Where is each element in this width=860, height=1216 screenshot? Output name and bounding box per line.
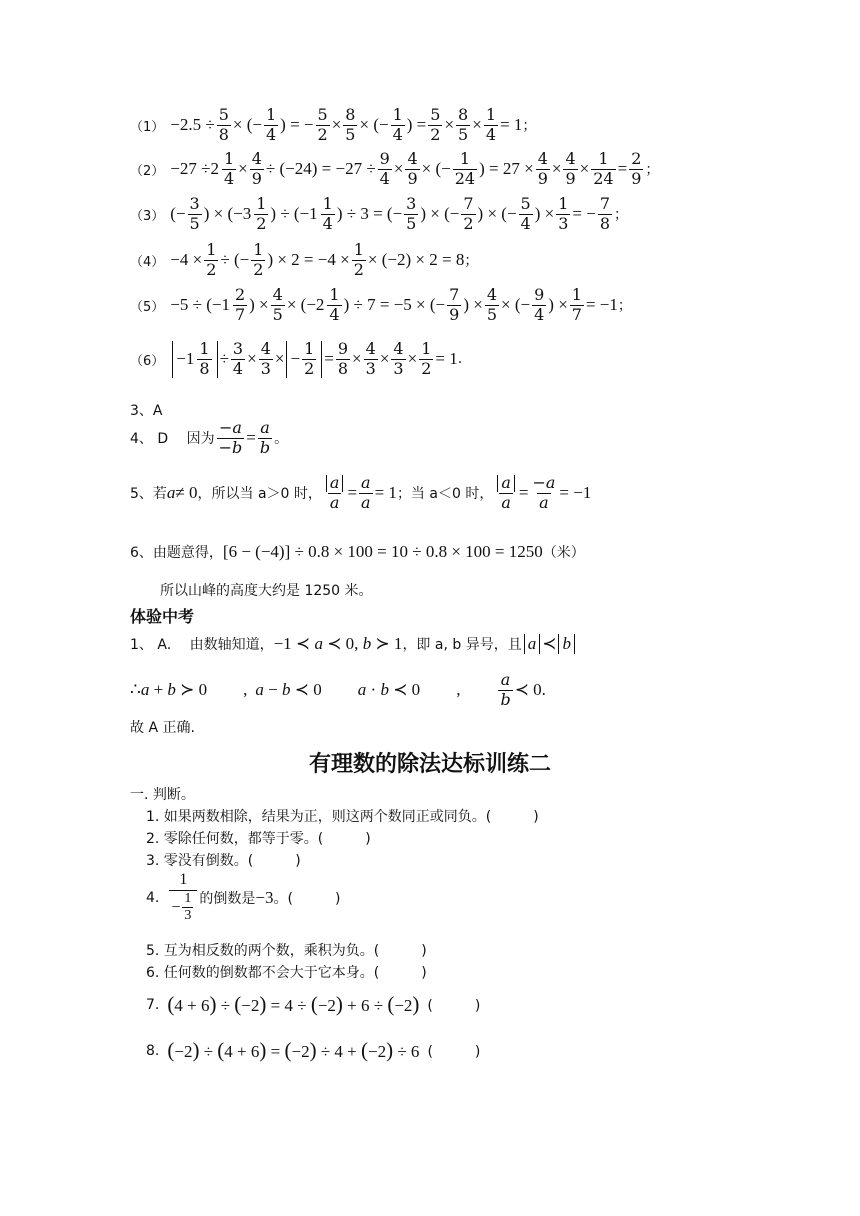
item-label: （5） [130,299,165,315]
solution-line-1: （1） −2.5 ÷ $\frac{5}{8}$ × (− $\frac{1}{4}$ ) = − $\frac{5}{2}$ × $\frac{8}{5}$ × (− $\frac{1}{4}$ ) = $\frac{5}{2}$ × $\frac{8}{5}$ × $\frac{1}{4}$ = 1 ； [130,105,537,144]
solution-line-3: （3） (− $\frac{3}{5}$ ) × (− 3 1 2 ) ÷ (− 1 1 4 ) ÷ 3 = (− $\frac{3}{5}$ ) × (− $\frac{7}{2}$ ) × (− $\frac{5}{4}$ ) × $\frac{1}{3}$ = − $\frac{7}{8}$ ； [130,194,629,233]
item-label: （3） [130,208,165,224]
question-7: 7. (4 + 6) ÷ (−2) = 4 ÷ (−2) + 6 ÷ (−2) ( ) [146,992,481,1016]
exam-q1: 1、 A. 由数轴知道， −1 ≺ a ≺ 0, b ≻ 1 ，即 a, b 异号，且 a ≺ b [130,634,577,654]
answer-3: 3、A [130,403,163,419]
question-2: 2. 零除任何数，都等于零。( ) [146,831,371,847]
answer-5: 5、若 a ≠ 0 ，所以当 a＞0 时， $\frac{a}{a}$ = $\frac{a}{a}$ = 1 ；当 a＜0 时， $\frac{a}{a}$ = $\frac{-a}{a}$ = −1 [130,473,592,512]
solution-line-2: （2） −27 ÷ 2 1 4 × $\frac{4}{9}$ ÷ (−24) = −27 ÷ $\frac{9}{4}$ × $\frac{4}{9}$ × (− $\frac{1}{24}$ ) = 27 × $\frac{4}{9}$ × $\frac{4}{9}$ × $\frac{1}{24}$ = $\frac{2}{9}$ ； [130,149,660,188]
answer-6-conclusion: 所以山峰的高度大约是 1250 米。 [160,583,373,599]
item-label: （4） [130,254,165,270]
question-8: 8. (−2) ÷ (4 + 6) = (−2) ÷ 4 + (−2) ÷ 6 ( ) [146,1038,481,1062]
question-3: 3. 零没有倒数。( ) [146,853,301,869]
answer-6: 6、由题意得， [6 − (−4)] ÷ 0.8 × 100 = 10 ÷ 0.8 × 100 = 1250 （米） [130,542,585,561]
item-label: （6） [130,353,165,369]
exam-final: 故 A 正确. [130,720,195,736]
question-4: 4. 1 − 1 3 的倒数是 −3 。( ) [146,871,341,924]
question-5: 5. 互为相反数的两个数，乘积为负。( ) [146,943,427,959]
answer-4: 4、 D 因为 $\frac{-a}{-b}$ = $\frac{a}{b}$ 。 [130,418,289,457]
section-title: 体验中考 [130,607,195,626]
solution-line-4: （4） −4 × $\frac{1}{2}$ ÷ (− $\frac{1}{2}$ ) × 2 = −4 × $\frac{1}{2}$ × (−2) × 2 = 8 ； [130,240,479,279]
solution-line-6: （6） − 1 1 8 ÷ $\frac{3}{4}$ × $\frac{4}{3}$ × − $\frac{1}{2}$ = $\frac{9}{8}$ × $\frac{4}{3}$ × $\frac{4}{3}$ × $\frac{1}{2}$ = 1 . [130,339,463,378]
solution-line-5: （5） −5 ÷ (− 1 2 7 ) × $\frac{4}{5}$ × (− 2 1 4 ) ÷ 7 = −5 × (− $\frac{7}{9}$ ) × $\frac{4}{5}$ × (− $\frac{9}{4}$ ) × $\frac{1}{7}$ = −1 ； [130,285,632,324]
page-title: 有理数的除法达标训练二 [308,752,551,777]
item-label: （1） [130,119,165,135]
question-6: 6. 任何数的倒数都不会大于它本身。( ) [146,965,427,981]
item-label: （2） [130,163,165,179]
question-1: 1. 如果两数相除，结果为正，则这两个数同正或同负。( ) [146,809,539,825]
part-heading: 一. 判断。 [130,787,195,803]
exam-therefore-line: ∴ a + b ≻ 0 , a − b ≺ 0 a · b ≺ 0 , a b ≺ 0. [130,670,546,709]
